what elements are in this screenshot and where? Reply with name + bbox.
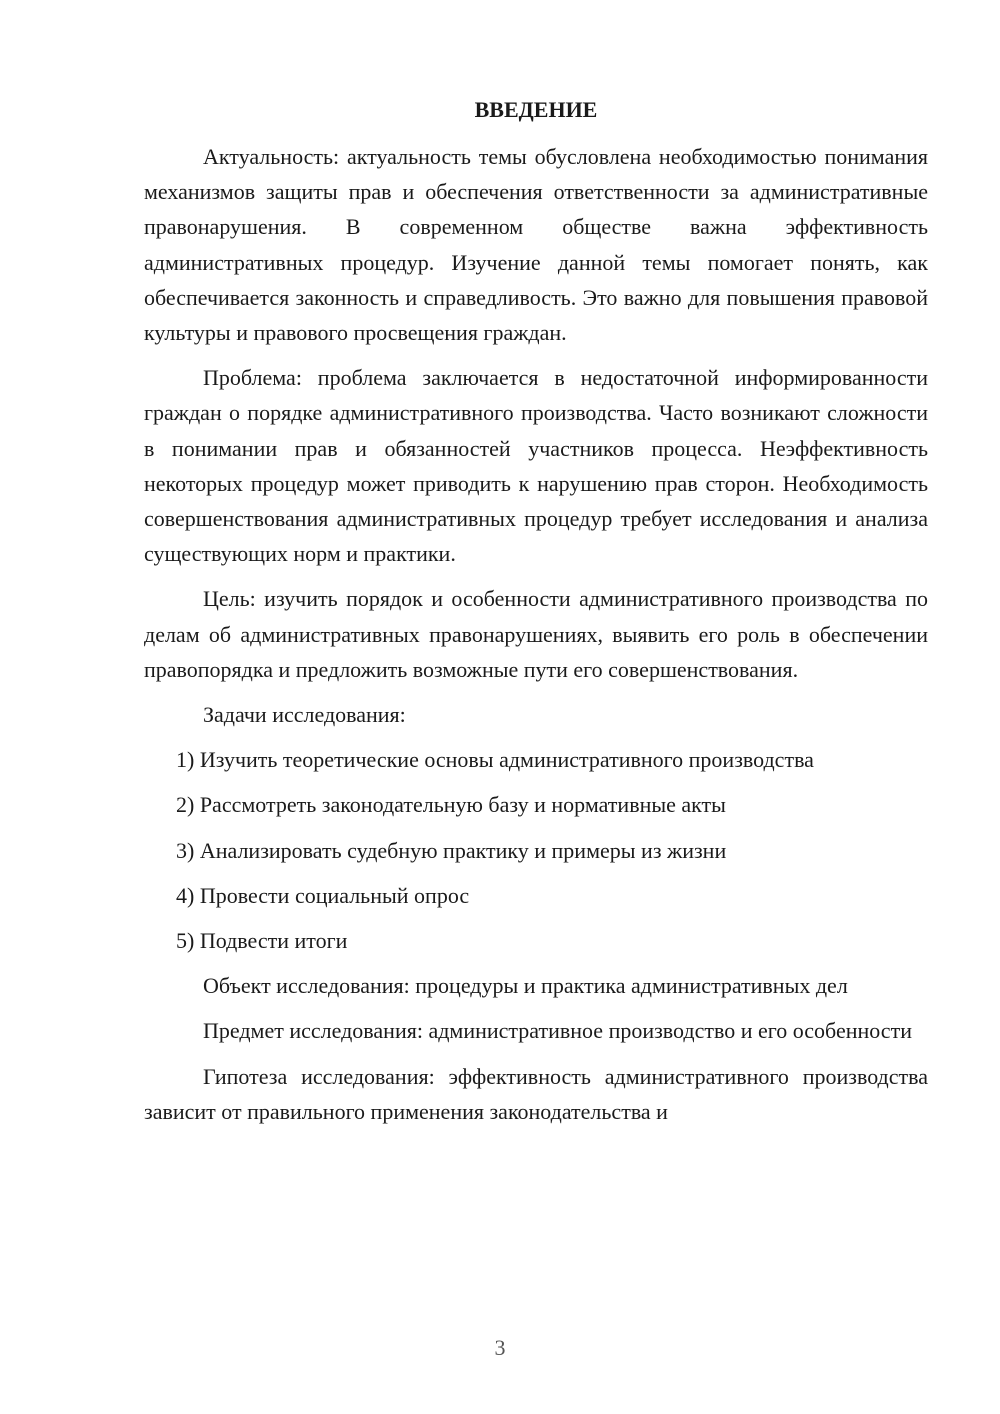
- section-heading: ВВЕДЕНИЕ: [474, 97, 598, 122]
- tasks-heading: Задачи исследования:: [203, 702, 406, 728]
- list-item: 4) Провести социальный опрос: [176, 882, 470, 908]
- list-item: 5) Подвести итоги: [176, 928, 348, 954]
- tasks-list: [144, 742, 928, 958]
- paragraph-subject: Предмет исследования: административное производство и его особенности: [203, 1018, 912, 1044]
- document-page: [144, 92, 928, 1129]
- paragraph-object: Объект исследования: процедуры и практика административных дел: [203, 973, 848, 999]
- paragraph-hypothesis: Гипотеза исследования: эффективность административного производства зависит от правильного применения законодательства и: [144, 1063, 928, 1124]
- page-number: 3: [494, 1335, 506, 1360]
- list-item: 3) Анализировать судебную практику и примеры из жизни: [176, 837, 727, 863]
- list-item: 1) Изучить теоретические основы административного производства: [176, 747, 814, 773]
- list-item: 2) Рассмотреть законодательную базу и нормативные акты: [176, 792, 726, 818]
- paragraph-problem: Проблема: проблема заключается в недостаточной информированности граждан о порядке административного производства. Часто возникают сложности в понимании прав и обязанностей участников процесса. Неэффективность некоторых процедур может приводить к нарушению прав сторон. Необходимость совершенствования административных процедур требует исследования и анализа существующих норм и практики.: [144, 365, 928, 567]
- paragraph-goal: Цель: изучить порядок и особенности административного производства по делам об административных правонарушениях, выявить его роль в обеспечении правопорядка и предложить возможные пути его совершенствования.: [144, 586, 928, 682]
- paragraph-relevance: Актуальность: актуальность темы обусловлена необходимостью понимания механизмов защиты прав и обеспечения ответственности за административные правонарушения. В современном обществе важна эффективность административных процедур. Изучение данной темы помогает понять, как обеспечивается законность и справедливость. Это важно для повышения правовой культуры и правового просвещения граждан.: [144, 144, 928, 346]
